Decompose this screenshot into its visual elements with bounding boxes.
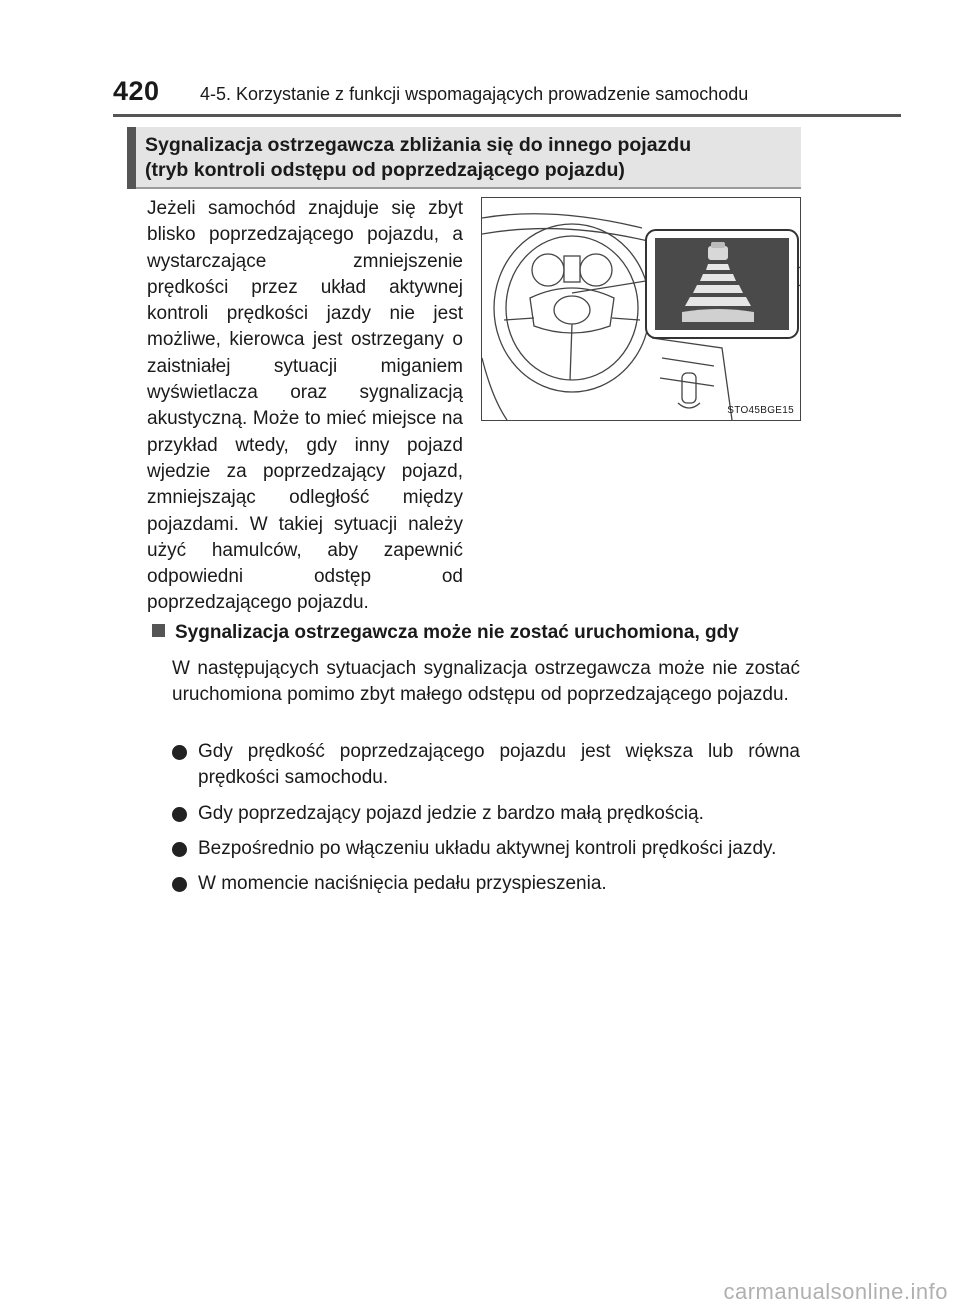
section-title-line-1: Sygnalizacja ostrzegawcza zbliżania się do innego pojazdu — [145, 134, 692, 156]
watermark: carmanualsonline.info — [723, 1279, 948, 1304]
bullet-dot-icon — [172, 745, 187, 760]
page-number: 420 — [113, 76, 160, 106]
section-accent-bar — [127, 127, 136, 189]
square-bullet-icon — [152, 624, 165, 637]
list-item-text: Gdy prędkość poprzedzającego pojazdu jest większa lub równa prędkości samochodu. — [198, 741, 800, 789]
section-title-box — [127, 127, 801, 189]
chapter-title: 4-5. Korzystanie z funkcji wspomagających prowadzenie samochodu — [200, 84, 749, 104]
header-rule — [113, 114, 901, 117]
subsection-heading-text: Sygnalizacja ostrzegawcza może nie zostać uruchomiona, gdy — [175, 622, 739, 643]
bullet-dot-icon — [172, 877, 187, 892]
bullet-dot-icon — [172, 842, 187, 857]
bullet-dot-icon — [172, 807, 187, 822]
list-item — [172, 739, 800, 792]
list-item — [172, 871, 800, 897]
dashboard-illustration — [481, 197, 801, 421]
dashboard-drawing — [482, 198, 800, 420]
conditions-list — [172, 739, 800, 906]
intro-paragraph-text: Jeżeli samochód znajduje się zbyt blisko poprzedzającego pojazdu, a wystarczające zmniejszenie prędkości przez układ aktywnej kontroli prędkości jazdy nie jest możliwe, kierowca jest ostrzegany o zaistniałej sytuacji miganiem wyświetlacza oraz sygnalizacją akustyczną. Może to mieć miejsce na przykład wtedy, gdy inny pojazd wjedzie za poprzedzający pojazd, zmniejszając odległość między pojazdami. W takiej sytuacji należy użyć hamulców, aby zapewnić odpowiedni odstęp od poprzedzającego pojazdu. — [147, 198, 463, 614]
list-item-text: W momencie naciśnięcia pedału przyspieszenia. — [198, 873, 607, 895]
subsection-heading — [152, 622, 802, 644]
list-item-text: Bezpośrednio po włączeniu układu aktywnej kontroli prędkości jazdy. — [198, 837, 777, 859]
list-item — [172, 801, 800, 827]
section-title-line-2: (tryb kontroli odstępu od poprzedzającego pojazdu) — [145, 159, 625, 181]
subsection-paragraph: W następujących sytuacjach sygnalizacja ostrzegawcza może nie zostać uruchomiona pomimo zbyt małego odstępu od poprzedzającego pojazdu. — [172, 658, 800, 706]
intro-paragraph — [147, 196, 463, 617]
section-title — [145, 133, 691, 183]
figure-code: STO45BGE15 — [727, 405, 794, 416]
list-item-text: Gdy poprzedzający pojazd jedzie z bardzo małą prędkością. — [198, 802, 704, 824]
list-item — [172, 836, 800, 862]
